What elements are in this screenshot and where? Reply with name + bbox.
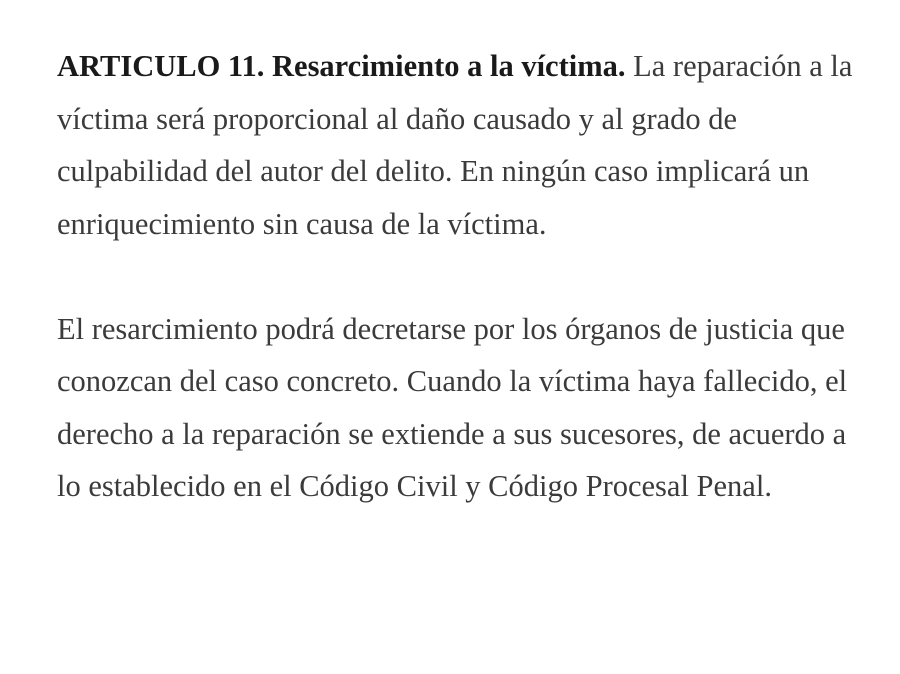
article-heading: ARTICULO 11. Resarcimiento a la víctima. xyxy=(57,49,626,83)
article-paragraph-2: El resarcimiento podrá decretarse por los órganos de justicia que conozcan del caso concreto. Cuando la víctima haya fallecido, el derecho a la reparación se extiende a sus sucesores, de acuerdo a lo establecido en el Código Civil y Código Procesal Penal. xyxy=(57,311,848,503)
article-11 xyxy=(57,40,872,513)
article-paragraph-1-body: La reparación a la víctima será proporcional al daño causado y al grado de culpabilidad del autor del delito. En ningún caso implicará un enriquecimiento sin causa de la víctima. xyxy=(57,49,853,241)
article-paragraph-1 xyxy=(57,40,872,250)
